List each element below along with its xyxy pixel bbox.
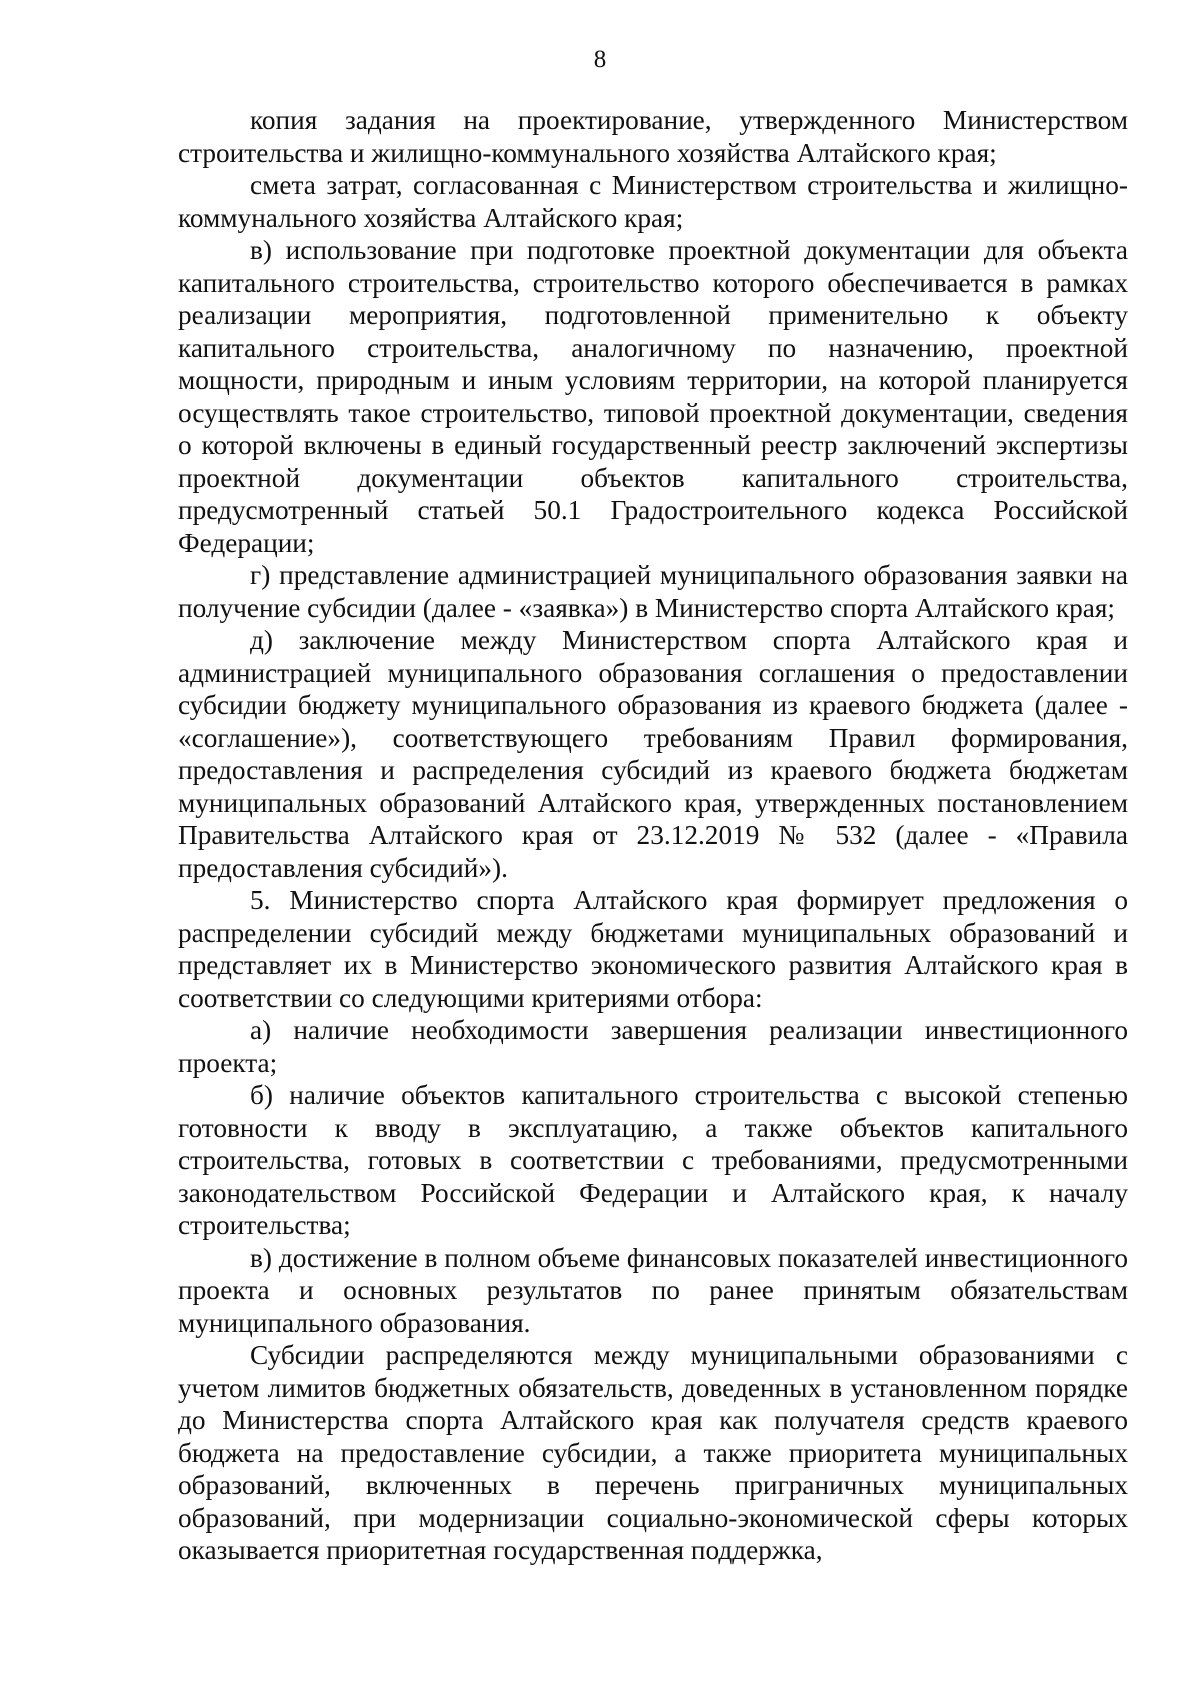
paragraph-criterion-a: а) наличие необходимости завершения реализации инвестиционного проекта; [178, 1015, 1128, 1078]
paragraph-item-g-application: г) представление администрацией муниципального образования заявки на получение субсидии (далее - «заявка») в Министерство спорта Алтайского края; [178, 560, 1128, 623]
page-number: 8 [593, 46, 607, 73]
paragraph-item-d-agreement: д) заключение между Министерством спорта Алтайского края и администрацией муниципального образования соглашения о предоставлении субсидии бюджету муниципального образования из краевого бюджета (далее - «соглашение»), соответствующего требованиям Правил формирования, предоставления и распределения субсидий из краевого бюджета бюджетам муниципальных образований Алтайского края, утвержденных постановлением Правительства Алтайского края от 23.12.2019 № 532 (далее - «Правила предоставления субсидий»). [178, 625, 1128, 883]
paragraph-criterion-v: в) достижение в полном объеме финансовых показателей инвестиционного проекта и основных результатов по ранее принятым обязательствам муниципального образования. [178, 1242, 1128, 1338]
paragraph-section-5: 5. Министерство спорта Алтайского края формирует предложения о распределении субсидий между бюджетами муниципальных образований и представляет их в Министерство экономического развития Алтайского края в соответствии со следующими критериями отбора: [178, 885, 1128, 1013]
paragraph-subsidy-distribution: Субсидии распределяются между муниципальными образованиями с учетом лимитов бюджетных обязательств, доведенных в установленном порядке до Министерства спорта Алтайского края как получателя средств краевого бюджета на предоставление субсидии, а также приоритета муниципальных образований, включенных в перечень приграничных муниципальных образований, при модернизации социально-экономической сферы которых оказывается приоритетная государственная поддержка, [178, 1340, 1128, 1565]
paragraph-item-v-typical-documentation: в) использование при подготовке проектной документации для объекта капитального строительства, строительство которого обеспечивается в рамках реализации мероприятия, подготовленной применительно к объекту капитального строительства, аналогичному по назначению, проектной мощности, природным и иным условиям территории, на которой планируется осуществлять такое строительство, типовой проектной документации, сведения о которой включены в единый государственный реестр заключений экспертизы проектной документации объектов капитального строительства, предусмотренный статьей 50.1 Градостроительного кодекса Российской Федерации; [178, 235, 1128, 558]
paragraph-project-assignment-copy: копия задания на проектирование, утвержденного Министерством строительства и жилищно-коммунального хозяйства Алтайского края; [178, 105, 1128, 168]
paragraph-cost-estimate: смета затрат, согласованная с Министерством строительства и жилищно-коммунального хозяйства Алтайского края; [178, 170, 1128, 233]
paragraph-criterion-b: б) наличие объектов капитального строительства с высокой степенью готовности к вводу в эксплуатацию, а также объектов капитального строительства, готовых в соответствии с требованиями, предусмотренными законодательством Российской Федерации и Алтайского края, к началу строительства; [178, 1080, 1128, 1240]
document-body [178, 104, 1128, 1567]
